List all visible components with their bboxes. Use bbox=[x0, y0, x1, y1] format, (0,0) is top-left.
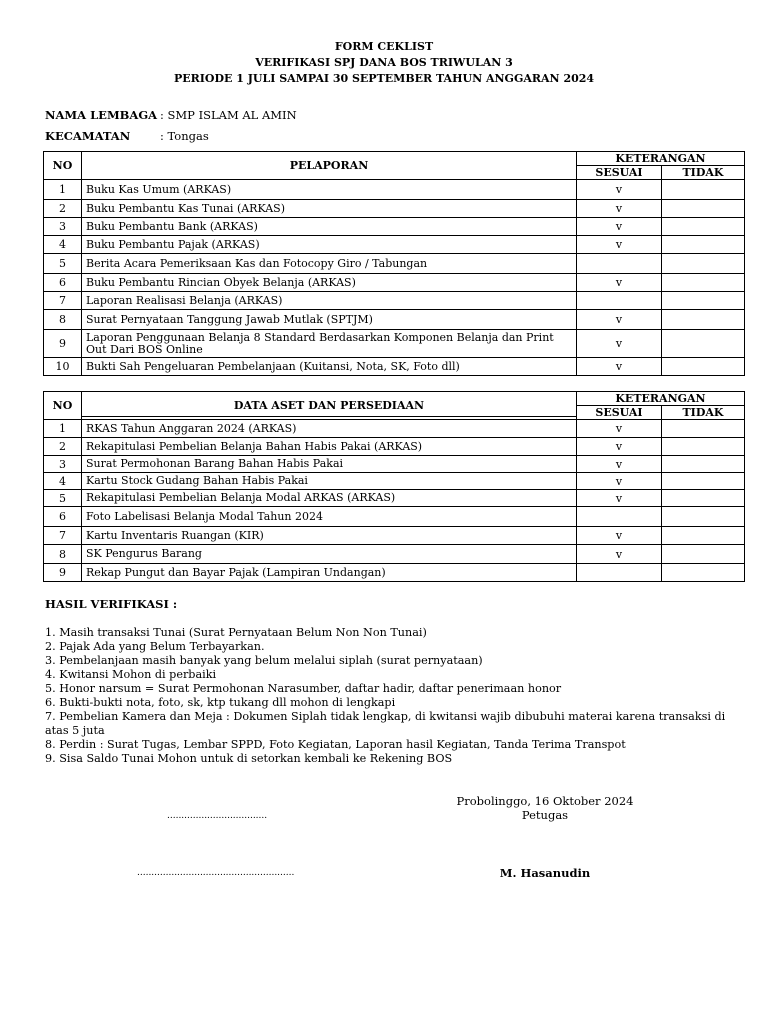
row-sesuai: v bbox=[576, 420, 661, 438]
list-item: 5. Honor narsum = Surat Permohonan Narasumber, daftar hadir, daftar penerimaan honor bbox=[45, 682, 562, 695]
table-row bbox=[44, 274, 745, 292]
table-row bbox=[44, 310, 745, 330]
row-number: 8 bbox=[44, 545, 82, 564]
row-sesuai bbox=[576, 292, 661, 310]
col-keterangan-header: KETERANGAN bbox=[576, 392, 744, 406]
row-sesuai: v bbox=[576, 456, 661, 473]
row-sesuai: v bbox=[576, 527, 661, 545]
col-aset-header bbox=[82, 392, 577, 420]
signature-role: Petugas bbox=[521, 808, 569, 822]
row-item: Kartu Stock Gudang Bahan Habis Pakai bbox=[82, 473, 577, 490]
list-item: 3. Pembelanjaan masih banyak yang belum melalui siplah (surat pernyataan) bbox=[45, 654, 483, 667]
row-sesuai bbox=[576, 507, 661, 527]
row-sesuai: v bbox=[576, 310, 661, 330]
row-number: 7 bbox=[44, 527, 82, 545]
hasil-verifikasi-title: HASIL VERIFIKASI : bbox=[45, 597, 178, 611]
row-item: Laporan Realisasi Belanja (ARKAS) bbox=[82, 292, 577, 310]
signature-line-top: ................................... bbox=[167, 811, 268, 821]
row-item: Buku Pembantu Bank (ARKAS) bbox=[82, 218, 577, 236]
row-number: 8 bbox=[44, 310, 82, 330]
row-tidak bbox=[661, 292, 744, 310]
row-sesuai: v bbox=[576, 473, 661, 490]
table-row bbox=[44, 507, 745, 527]
pelaporan-table bbox=[43, 151, 745, 376]
table-row bbox=[44, 473, 745, 490]
row-sesuai bbox=[576, 564, 661, 582]
row-item: RKAS Tahun Anggaran 2024 (ARKAS) bbox=[82, 420, 577, 438]
table-row bbox=[44, 254, 745, 274]
row-number: 10 bbox=[44, 358, 82, 376]
row-sesuai: v bbox=[576, 490, 661, 507]
table-row bbox=[44, 490, 745, 507]
row-item: Buku Pembantu Kas Tunai (ARKAS) bbox=[82, 200, 577, 218]
list-item: 6. Bukti-bukti nota, foto, sk, ktp tukang dll mohon di lengkapi bbox=[45, 696, 396, 709]
table-row bbox=[44, 564, 745, 582]
row-number: 9 bbox=[44, 564, 82, 582]
table-row bbox=[44, 358, 745, 376]
row-number: 9 bbox=[44, 330, 82, 358]
row-item: SK Pengurus Barang bbox=[82, 545, 577, 564]
table-row bbox=[44, 438, 745, 456]
row-sesuai: v bbox=[576, 358, 661, 376]
row-tidak bbox=[661, 438, 744, 456]
list-item: 8. Perdin : Surat Tugas, Lembar SPPD, Foto Kegiatan, Laporan hasil Kegiatan, Tanda Terima Transpot bbox=[45, 738, 626, 751]
signature-name: M. Hasanudin bbox=[499, 866, 591, 880]
row-item: Laporan Penggunaan Belanja 8 Standard Berdasarkan Komponen Belanja dan Print Out Dari BOS Online bbox=[82, 330, 577, 358]
row-tidak bbox=[661, 456, 744, 473]
row-item: Rekap Pungut dan Bayar Pajak (Lampiran Undangan) bbox=[82, 564, 577, 582]
table-row bbox=[44, 456, 745, 473]
row-sesuai: v bbox=[576, 236, 661, 254]
row-tidak bbox=[661, 473, 744, 490]
row-sesuai: v bbox=[576, 274, 661, 292]
col-keterangan-header: KETERANGAN bbox=[576, 152, 744, 166]
row-item: Rekapitulasi Pembelian Belanja Bahan Habis Pakai (ARKAS) bbox=[82, 438, 577, 456]
table-row bbox=[44, 180, 745, 200]
row-sesuai: v bbox=[576, 180, 661, 200]
hasil-verifikasi-list bbox=[45, 626, 750, 766]
col-no-header: NO bbox=[44, 392, 82, 420]
table-row bbox=[44, 292, 745, 310]
lembaga-value: : SMP ISLAM AL AMIN bbox=[160, 108, 297, 122]
row-number: 7 bbox=[44, 292, 82, 310]
lembaga-label: NAMA LEMBAGA bbox=[45, 108, 158, 122]
row-number: 4 bbox=[44, 236, 82, 254]
row-tidak bbox=[661, 507, 744, 527]
col-pelaporan-header: PELAPORAN bbox=[82, 152, 577, 180]
row-number: 6 bbox=[44, 274, 82, 292]
col-tidak-header: TIDAK bbox=[661, 166, 744, 180]
row-tidak bbox=[661, 200, 744, 218]
row-item: Buku Pembantu Rincian Obyek Belanja (ARKAS) bbox=[82, 274, 577, 292]
table-row bbox=[44, 527, 745, 545]
row-number: 5 bbox=[44, 254, 82, 274]
row-tidak bbox=[661, 564, 744, 582]
form-subtitle: VERIFIKASI SPJ DANA BOS TRIWULAN 3 bbox=[255, 56, 513, 69]
col-sesuai-header: SESUAI bbox=[576, 166, 661, 180]
row-number: 3 bbox=[44, 218, 82, 236]
row-tidak bbox=[661, 527, 744, 545]
kecamatan-value: : Tongas bbox=[160, 129, 209, 143]
table-row bbox=[44, 330, 745, 358]
signature-line-bottom: ....................................................... bbox=[137, 868, 295, 878]
list-item: 9. Sisa Saldo Tunai Mohon untuk di setorkan kembali ke Rekening BOS bbox=[45, 752, 453, 765]
row-number: 1 bbox=[44, 180, 82, 200]
row-number: 2 bbox=[44, 200, 82, 218]
col-sesuai-header: SESUAI bbox=[576, 406, 661, 420]
row-tidak bbox=[661, 274, 744, 292]
row-sesuai: v bbox=[576, 330, 661, 358]
row-item: Berita Acara Pemeriksaan Kas dan Fotocopy Giro / Tabungan bbox=[82, 254, 577, 274]
row-item: Buku Kas Umum (ARKAS) bbox=[82, 180, 577, 200]
row-sesuai: v bbox=[576, 438, 661, 456]
form-title: FORM CEKLIST bbox=[334, 40, 434, 53]
list-item: 4. Kwitansi Mohon di perbaiki bbox=[45, 668, 217, 681]
col-tidak-header: TIDAK bbox=[661, 406, 744, 420]
row-item: Kartu Inventaris Ruangan (KIR) bbox=[82, 527, 577, 545]
row-item: Surat Permohonan Barang Bahan Habis Pakai bbox=[82, 456, 577, 473]
row-tidak bbox=[661, 236, 744, 254]
table-row bbox=[44, 218, 745, 236]
list-item: 7. Pembelian Kamera dan Meja : Dokumen Siplah tidak lengkap, di kwitansi wajib dibubuhi materai karena transaksi di atas 5 juta bbox=[45, 710, 726, 737]
row-item: Rekapitulasi Pembelian Belanja Modal ARKAS (ARKAS) bbox=[82, 490, 577, 507]
signature-place-date: Probolinggo, 16 Oktober 2024 bbox=[456, 794, 634, 808]
row-number: 2 bbox=[44, 438, 82, 456]
row-number: 4 bbox=[44, 473, 82, 490]
form-period: PERIODE 1 JULI SAMPAI 30 SEPTEMBER TAHUN ANGGARAN 2024 bbox=[173, 72, 595, 85]
row-number: 1 bbox=[44, 420, 82, 438]
row-tidak bbox=[661, 490, 744, 507]
table-row bbox=[44, 200, 745, 218]
row-number: 5 bbox=[44, 490, 82, 507]
list-item: 1. Masih transaksi Tunai (Surat Pernyataan Belum Non Non Tunai) bbox=[45, 626, 427, 639]
row-item: Buku Pembantu Pajak (ARKAS) bbox=[82, 236, 577, 254]
col-aset-header-label: DATA ASET DAN PERSEDIAAN bbox=[233, 398, 425, 412]
table-row bbox=[44, 545, 745, 564]
row-sesuai: v bbox=[576, 200, 661, 218]
row-item: Foto Labelisasi Belanja Modal Tahun 2024 bbox=[82, 507, 577, 527]
row-tidak bbox=[661, 420, 744, 438]
row-sesuai bbox=[576, 254, 661, 274]
row-item: Surat Pernyataan Tanggung Jawab Mutlak (SPTJM) bbox=[82, 310, 577, 330]
row-sesuai: v bbox=[576, 218, 661, 236]
row-tidak bbox=[661, 545, 744, 564]
aset-table bbox=[43, 391, 745, 582]
row-tidak bbox=[661, 180, 744, 200]
row-tidak bbox=[661, 330, 744, 358]
kecamatan-label: KECAMATAN bbox=[45, 129, 131, 143]
table-row bbox=[44, 236, 745, 254]
list-item: 2. Pajak Ada yang Belum Terbayarkan. bbox=[45, 640, 265, 653]
row-sesuai: v bbox=[576, 545, 661, 564]
row-tidak bbox=[661, 254, 744, 274]
row-tidak bbox=[661, 218, 744, 236]
row-tidak bbox=[661, 310, 744, 330]
row-tidak bbox=[661, 358, 744, 376]
col-no-header: NO bbox=[44, 152, 82, 180]
row-number: 3 bbox=[44, 456, 82, 473]
table-row bbox=[44, 420, 745, 438]
row-item: Bukti Sah Pengeluaran Pembelanjaan (Kuitansi, Nota, SK, Foto dll) bbox=[82, 358, 577, 376]
row-number: 6 bbox=[44, 507, 82, 527]
